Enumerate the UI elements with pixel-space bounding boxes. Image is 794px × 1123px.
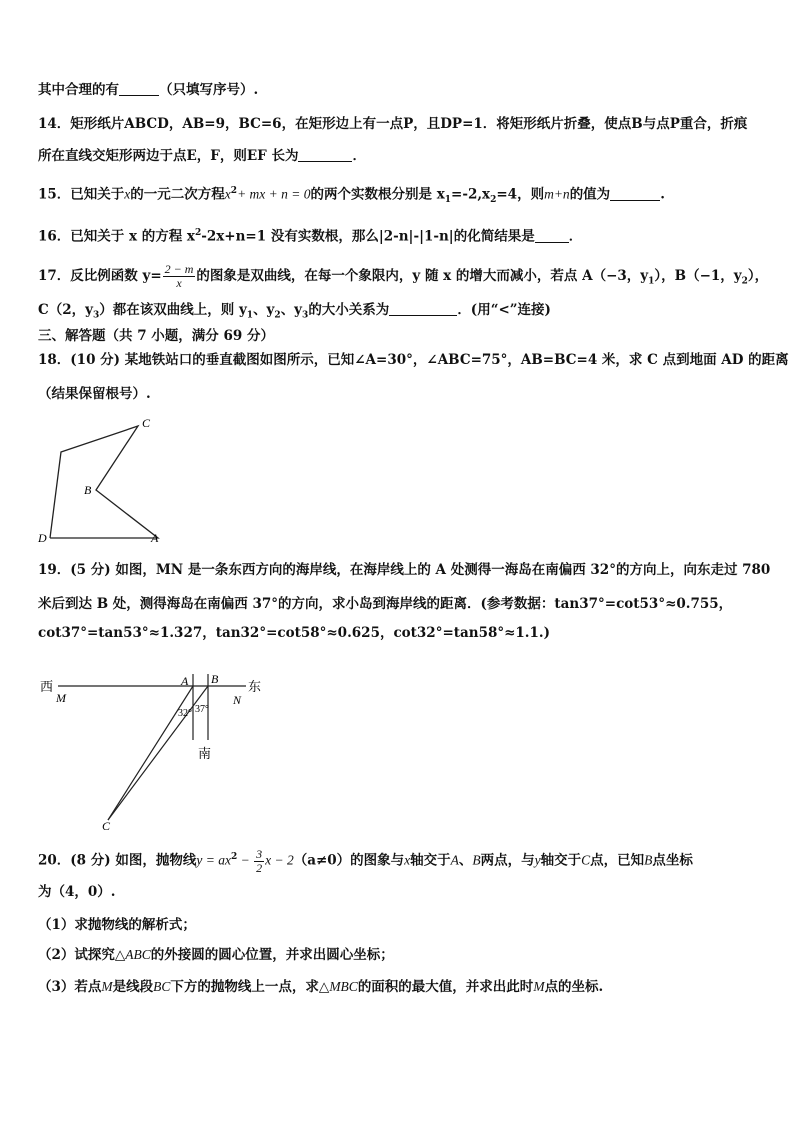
q19-line2: 米后到达 B 处，测得海岛在南偏西 37°的方向，求小岛到海岸线的距离．(参考数据：tan37°=cot53°≈0.755， [38, 596, 733, 612]
station-outline [50, 426, 158, 538]
label-west: 西 [40, 679, 54, 694]
q16: 16．已知关于 x 的方程 $x^2-2x+n=1$ 没有实数根，那么|2-n|-|1-n|的化简结果是 ． [38, 228, 583, 245]
label-C: C [142, 416, 151, 430]
answer-blank[interactable] [389, 301, 457, 316]
q15: 15．已知关于x的一元二次方程$x^2+$ mx + n = 0的两个实数根分别是 $x_1=-2,x_2=4$，则m+n的值为 . [38, 186, 665, 206]
answer-blank[interactable] [298, 147, 352, 162]
q13-tail: 其中合理的有 （只填写序号）. [38, 82, 259, 98]
fraction: $\frac{3}{2}$ [256, 846, 263, 875]
q19-line3: cot37°=tan53°≈1.327，tan32°=cot58°≈0.625，cot32°=tan58°≈1.1.) [38, 625, 550, 641]
label-A: A [151, 531, 159, 545]
q18-line1: 18．(10 分) 某地铁站口的垂直截图如图所示，已知∠A=30°，∠ABC=75°，AB=BC=4 米，求 C 点到地面 AD 的距离 [38, 352, 789, 368]
q17-line2: C（2，$y_3$）都在该双曲线上，则 $y_1$、$y_2$、$y_3$的大小关系为 ．(用“<”连接) [38, 302, 551, 321]
q20-sub2: （2）试探究△ABC的外接圆的圆心位置，并求出圆心坐标； [38, 947, 394, 963]
label-B: B [211, 672, 219, 686]
line-AC [108, 686, 193, 820]
answer-blank[interactable] [610, 186, 660, 201]
q14-line1: 14．矩形纸片ABCD，AB=9，BC=6，在矩形边上有一点P，且DP=1．将矩形纸片折叠，使点B与点P重合，折痕 [38, 116, 748, 132]
q20-line1: 20．(8 分) 如图，抛物线$y = ax^2$ − $\frac{3}{2}$ x − 2（a≠0）的图象与x轴交于A、B两点，与y轴交于C点，已知B点坐标 [38, 846, 693, 875]
q20-sub3: （3）若点M是线段BC下方的抛物线上一点，求△MBC的面积的最大值，并求出此时M点的坐标. [38, 979, 604, 995]
figure-18 [28, 410, 178, 550]
q17-line1: 17．反比例函数 y= $\frac{2 - m}{x}$ 的图象是双曲线，在每一个象限内，y 随 x 的增大而减小，若点 A（−3，$y_1$），B（−1，$y_2$）， [38, 262, 769, 290]
label-C: C [102, 819, 111, 833]
q20-sub1: （1）求抛物线的解析式； [38, 917, 196, 933]
figure-19-svg [36, 660, 276, 840]
angle-37: 37° [195, 704, 209, 715]
figure-19 [36, 660, 276, 840]
q20-line2: 为（4，0）. [38, 884, 116, 900]
line-BC [108, 686, 208, 820]
q14-line2: 所在直线交矩形两边于点E，F，则EF 长为 ． [38, 148, 366, 164]
section-title: 三、解答题（共 7 小题，满分 69 分） [38, 328, 274, 344]
figure-18-svg [28, 410, 178, 550]
label-east: 东 [248, 679, 262, 694]
label-D: D [38, 531, 47, 545]
q18-line2: （结果保留根号）. [38, 386, 151, 402]
label-A: A [181, 674, 189, 688]
answer-blank[interactable] [119, 81, 159, 96]
answer-blank[interactable] [535, 228, 569, 243]
label-south: 南 [198, 746, 212, 761]
label-N: N [233, 693, 242, 707]
label-M: M [56, 691, 66, 705]
label-B: B [84, 483, 92, 497]
q19-line1: 19．(5 分) 如图，MN 是一条东西方向的海岸线，在海岸线上的 A 处测得一海岛在南偏西 32°的方向上，向东走过 780 [38, 562, 771, 578]
fraction: $\frac{2 - m}{x}$ [164, 262, 194, 290]
angle-32: 32° [178, 708, 192, 719]
